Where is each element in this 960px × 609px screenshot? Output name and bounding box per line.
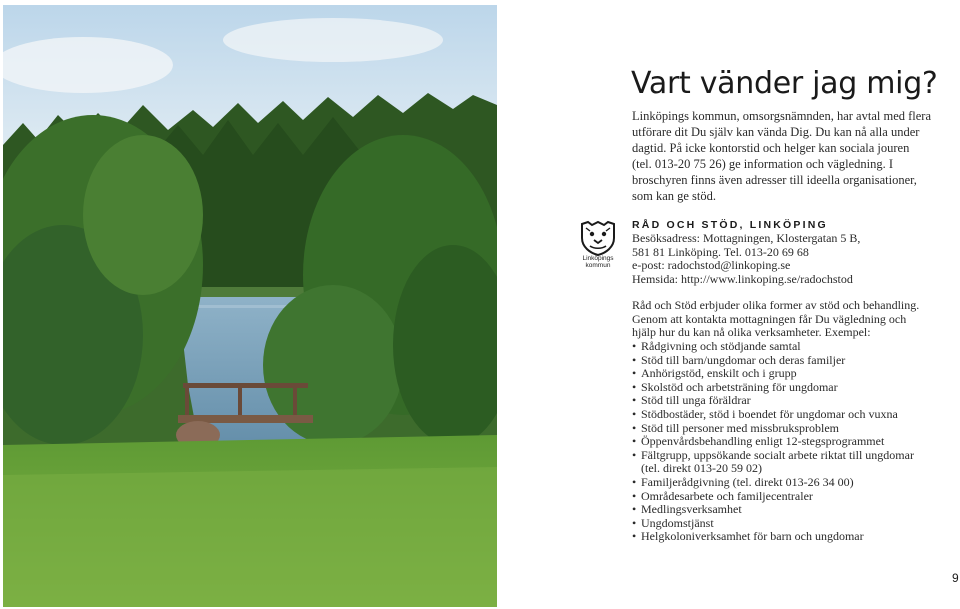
bullet-icon: •	[632, 339, 637, 353]
bullet-icon: •	[632, 393, 637, 408]
bullet-icon: •	[632, 474, 637, 489]
bullet-icon: •	[632, 434, 637, 449]
list-item	[632, 354, 914, 368]
list-item	[632, 517, 914, 531]
list-item-text: Anhörigstöd, enskilt och i grupp	[641, 366, 797, 381]
list-item	[632, 449, 914, 476]
contact-details	[632, 232, 860, 286]
bullet-icon: •	[632, 366, 637, 381]
organization-description: Råd och Stöd erbjuder olika former av stöd och behandling. Genom att kontakta mottagningen får Du vägledning och hjälp hur du kan nå olika verksamheter. Exempel:	[632, 298, 920, 340]
list-item-text: Familjerådgivning (tel. direkt 013-26 34 00)	[641, 474, 854, 489]
bullet-icon: •	[632, 515, 637, 530]
list-item	[632, 394, 914, 408]
list-item-text: Helgkoloniverksamhet för barn och ungdomar	[641, 529, 864, 544]
intro-paragraph: Linköpings kommun, omsorgsnämnden, har avtal med flera utförare dit Du själv kan vända Dig. Du kan nå alla under dagtid. På icke kontorstid och helger kan sociala jouren (tel. 013-20 75 26) ge information och vägledning. I broschyren finns även adresser till ideella organisationer, som kan ge stöd.	[632, 109, 932, 203]
list-item-text: Medlingsverksamhet	[641, 502, 742, 517]
contact-visiting-address: Besöksadress: Mottagningen, Klostergatan 5 B,	[632, 231, 861, 245]
organization-name: RÅD OCH STÖD, LINKÖPING	[632, 219, 828, 231]
list-item-text: Stöd till barn/ungdomar och deras familjer	[641, 352, 846, 367]
bullet-icon: •	[632, 502, 637, 517]
list-item	[632, 340, 914, 354]
contact-website: Hemsida: http://www.linkoping.se/radochstod	[632, 271, 853, 286]
page-number: 9	[952, 571, 959, 585]
list-item-text: Stöd till unga föräldrar	[641, 393, 751, 408]
list-item	[632, 367, 914, 381]
list-item-text: Områdesarbete och familjecentraler	[641, 488, 813, 503]
list-item-text: Stödbostäder, stöd i boendet för ungdomar och vuxna	[641, 406, 898, 421]
logo-caption: Linköpings kommun	[582, 255, 614, 269]
list-item	[632, 408, 914, 422]
list-item	[632, 530, 914, 544]
list-item-text: Skolstöd och arbetsträning för ungdomar	[641, 379, 838, 394]
list-item-continuation: (tel. direkt 013-20 59 02)	[641, 461, 762, 476]
bullet-icon: •	[632, 420, 637, 435]
contact-email: e-post: radochstod@linkoping.se	[632, 258, 791, 273]
list-item	[632, 381, 914, 395]
list-item-text: Fältgrupp, uppsökande socialt arbete riktat till ungdomar	[641, 447, 914, 462]
lake-landscape-photo	[3, 5, 497, 607]
list-item-text: Öppenvårdsbehandling enligt 12-stegsprogrammet	[641, 434, 885, 449]
list-item	[632, 435, 914, 449]
bullet-icon: •	[632, 488, 637, 503]
list-item-text: Stöd till personer med missbruksproblem	[641, 420, 839, 435]
bullet-icon: •	[632, 379, 637, 394]
list-item	[632, 476, 914, 490]
bullet-icon: •	[632, 406, 637, 421]
list-item	[632, 422, 914, 436]
contact-postal-phone: 581 81 Linköping. Tel. 013-20 69 68	[632, 244, 809, 259]
bullet-icon: •	[632, 447, 637, 462]
list-item-text: Ungdomstjänst	[641, 515, 714, 530]
list-item-text: Rådgivning och stödjande samtal	[641, 339, 801, 353]
bullet-icon: •	[632, 529, 637, 544]
page-heading: Vart vänder jag mig?	[631, 66, 938, 101]
bullet-icon: •	[632, 352, 637, 367]
list-item	[632, 490, 914, 504]
list-item	[632, 503, 914, 517]
services-list	[632, 340, 914, 544]
